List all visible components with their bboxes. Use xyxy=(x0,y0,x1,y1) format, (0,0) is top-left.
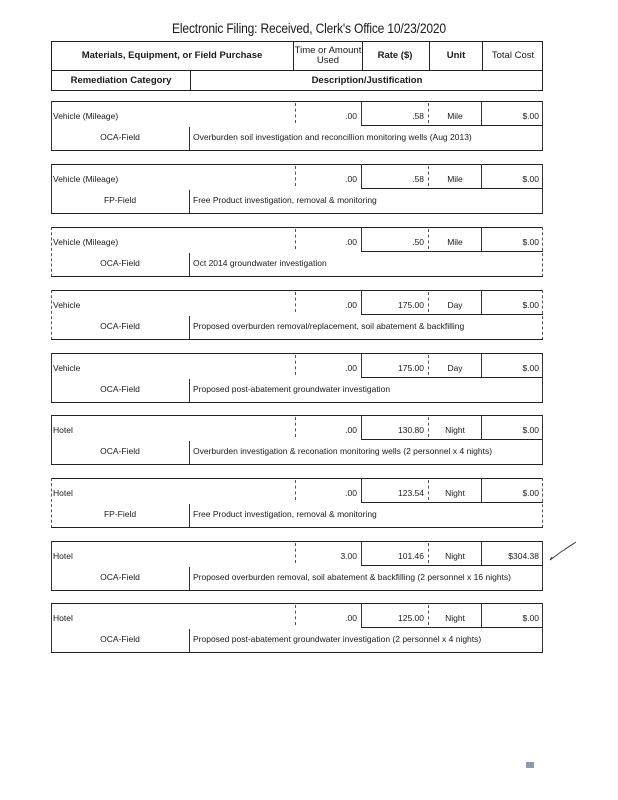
rate-value: .58 xyxy=(412,111,424,121)
table-row xyxy=(51,101,543,151)
rate-value: 123.54 xyxy=(398,488,424,498)
amount-used: .00 xyxy=(345,174,357,184)
description-text: Free Product investigation, removal & monitoring xyxy=(193,195,377,205)
description-text: Proposed overburden removal/replacement, soil abatement & backfilling xyxy=(193,321,465,331)
total-cost: $.00 xyxy=(522,300,539,310)
amount-used: 3.00 xyxy=(340,551,357,561)
total-cost: $.00 xyxy=(522,237,539,247)
filing-stamp: Electronic Filing: Received, Clerk's Office 10/23/2020 xyxy=(172,20,446,36)
remediation-category: OCA-Field xyxy=(100,321,140,331)
description-text: Proposed post-abatement groundwater investigation (2 personnel x 4 nights) xyxy=(193,634,482,644)
amount-used: .00 xyxy=(345,488,357,498)
table-header xyxy=(51,41,543,91)
handwritten-checkmark xyxy=(548,540,578,564)
remediation-category: OCA-Field xyxy=(100,258,140,268)
time-amount-header: Time or Amount Used xyxy=(294,45,362,66)
table-row xyxy=(51,478,543,528)
description-text: Free Product investigation, removal & monitoring xyxy=(193,509,377,519)
total-cost: $304.38 xyxy=(508,551,539,561)
table-row xyxy=(51,353,543,403)
description-header: Description/Justification xyxy=(311,75,423,86)
item-name: Vehicle (Mileage) xyxy=(53,237,119,247)
description-text: Proposed overburden removal, soil abatement & backfilling (2 personnel x 16 nights) xyxy=(193,572,511,582)
total-cost: $.00 xyxy=(522,613,539,623)
description-text: Overburden soil investigation and reconcillion monitoring wells (Aug 2013) xyxy=(193,132,472,142)
unit-value: Mile xyxy=(447,174,463,184)
table-row xyxy=(51,415,543,465)
unit-header: Unit xyxy=(446,50,466,61)
unit-value: Night xyxy=(445,613,465,623)
description-text: Proposed post-abatement groundwater investigation xyxy=(193,384,391,394)
rate-value: 175.00 xyxy=(398,300,424,310)
item-name: Hotel xyxy=(53,488,73,498)
unit-value: Day xyxy=(447,363,463,373)
amount-used: .00 xyxy=(345,237,357,247)
item-name: Vehicle xyxy=(53,363,81,373)
amount-used: .00 xyxy=(345,425,357,435)
unit-value: Night xyxy=(445,425,465,435)
total-header: Total Cost xyxy=(491,50,535,61)
rate-value: 130.80 xyxy=(398,425,424,435)
unit-value: Day xyxy=(447,300,463,310)
item-name: Vehicle (Mileage) xyxy=(53,111,119,121)
remediation-category: OCA-Field xyxy=(100,446,140,456)
unit-value: Mile xyxy=(447,237,463,247)
category-header: Remediation Category xyxy=(70,75,172,86)
total-cost: $.00 xyxy=(522,363,539,373)
item-name: Hotel xyxy=(53,551,73,561)
item-name: Vehicle xyxy=(53,300,81,310)
remediation-category: OCA-Field xyxy=(100,634,140,644)
rate-value: .58 xyxy=(412,174,424,184)
description-text: Oct 2014 groundwater investigation xyxy=(193,258,327,268)
remediation-category: OCA-Field xyxy=(100,572,140,582)
rate-value: .50 xyxy=(412,237,424,247)
amount-used: .00 xyxy=(345,613,357,623)
remediation-category: OCA-Field xyxy=(100,132,140,142)
unit-value: Night xyxy=(445,488,465,498)
table-row xyxy=(51,290,543,340)
item-name: Hotel xyxy=(53,613,73,623)
table-row xyxy=(51,603,543,653)
amount-used: .00 xyxy=(345,300,357,310)
rate-value: 101.46 xyxy=(398,551,424,561)
rate-header: Rate ($) xyxy=(377,50,413,61)
rate-value: 175.00 xyxy=(398,363,424,373)
table-row xyxy=(51,164,543,214)
description-text: Overburden investigation & reconation monitoring wells (2 personnel x 4 nights) xyxy=(193,446,493,456)
total-cost: $.00 xyxy=(522,425,539,435)
table-row xyxy=(51,227,543,277)
total-cost: $.00 xyxy=(522,111,539,121)
unit-value: Night xyxy=(445,551,465,561)
table-row xyxy=(51,541,543,591)
scanner-mark-icon xyxy=(526,762,534,768)
total-cost: $.00 xyxy=(522,174,539,184)
rate-value: 125.00 xyxy=(398,613,424,623)
total-cost: $.00 xyxy=(522,488,539,498)
item-name: Vehicle (Mileage) xyxy=(53,174,119,184)
remediation-category: FP-Field xyxy=(103,195,137,205)
item-name: Hotel xyxy=(53,425,73,435)
remediation-category: FP-Field xyxy=(103,509,137,519)
amount-used: .00 xyxy=(345,111,357,121)
materials-header: Materials, Equipment, or Field Purchase xyxy=(81,50,263,61)
amount-used: .00 xyxy=(345,363,357,373)
unit-value: Mile xyxy=(447,111,463,121)
remediation-category: OCA-Field xyxy=(100,384,140,394)
